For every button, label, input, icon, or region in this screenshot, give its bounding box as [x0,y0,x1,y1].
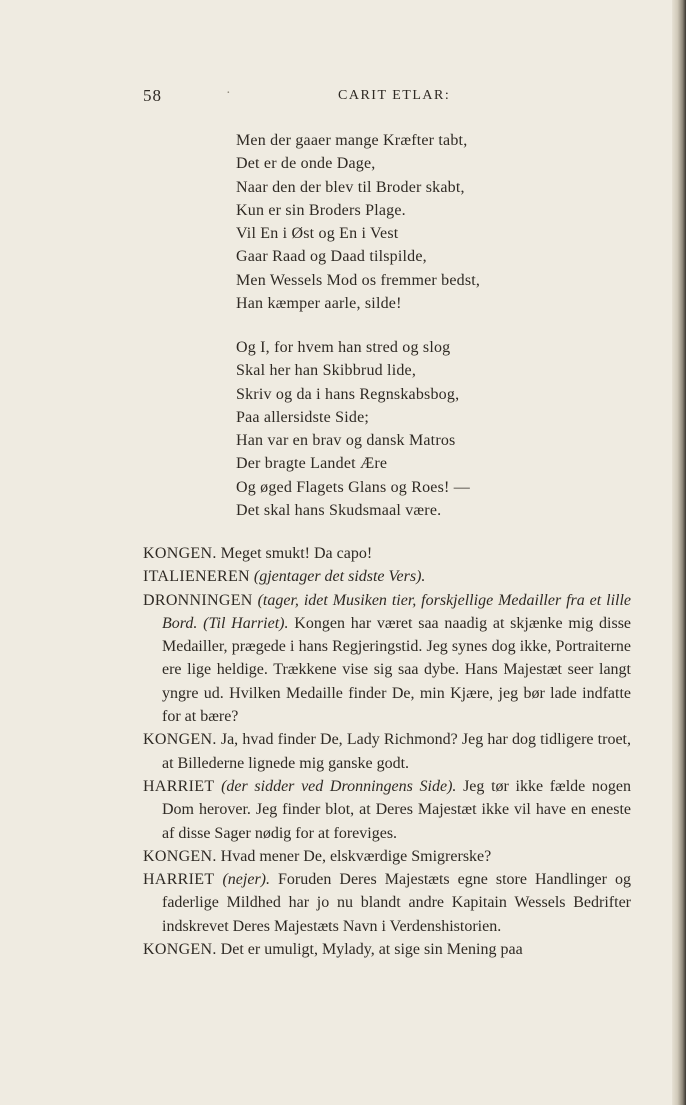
verse-line: Men Wessels Mod os fremmer bedst, [236,271,481,289]
speech-kongen [143,728,631,775]
verse-line: Han kæmper aarle, silde! [236,295,402,313]
dialogue [143,542,631,961]
speech-text: Jeg tør ikke fælde nogen Dom herover. Jeg finder blot, at Deres Majestæt ikke vil have en eneste af disse Sager nødig for at foreviges. [162,777,631,842]
verse-line: Det er de onde Dage, [236,155,376,173]
speech-text: Hvad mener De, elskværdige Smigrerske? [220,847,492,865]
speech-harriet [143,868,631,938]
speech-text: Kongen har været saa naadig at skjænke mig disse Medailler, prægede i hans Regjeringstid. Jeg synes dog ikke, Portraiterne ere lige heldige. Trækkene vise sig saa dybe. Hans Majestæt seer langt yngre ud. Hvilken Medaille finder De, min Kjære, jeg bør lade indfatte for at bære? [162,614,632,726]
speaker-name: ITALIENEREN [143,568,250,586]
verse-line: Paa allersidste Side; [236,408,370,426]
speech-dronningen [143,589,631,729]
verse-line: Det skal hans Skudsmaal være. [236,502,442,520]
speaker-name: HARRIET [143,871,215,889]
stage-direction: (tager, idet Musiken tier, forskjellige Medailler fra et lille Bord. (Til Harriet). [162,591,632,632]
speech-kongen [143,938,631,961]
poem-stanza-1 [236,129,480,315]
verse-line: Og I, for hvem han stred og slog [236,339,451,356]
verse-line: Der bragte Landet Ære [236,455,388,473]
running-head [0,86,686,110]
speech-text: Meget smukt! Da capo! [220,545,373,562]
speech-italieneren [143,565,631,588]
page-edge [672,0,686,1105]
verse-line: Gaar Raad og Daad tilspilde, [236,248,427,266]
stage-direction: (der sidder ved Dronningens Side). [221,777,457,795]
speaker-name: KONGEN. [143,941,217,959]
speech-kongen [143,845,631,868]
verse-line: Og øged Flagets Glans og Roes! — [236,478,470,496]
stage-direction: (nejer). [222,871,270,889]
verse-line: Vil En i Øst og En i Vest [236,225,399,243]
verse-line: Skriv og da i hans Regnskabsbog, [236,385,460,403]
verse-line: Han var en brav og dansk Matros [236,432,456,450]
speech-text: Foruden Deres Majestæts egne store Handlinger og faderlige Mildhed har jo nu blandt andre Kapitain Wessels Bedrifter indskrevet Deres Majestæts Navn i Verdenshistorien. [162,871,632,935]
verse-line: Men der gaaer mange Kræfter tabt, [236,132,468,149]
verse-line: Kun er sin Broders Plage. [236,201,406,219]
stage-direction: (gjentager det sidste Vers). [253,568,426,586]
speaker-name: KONGEN. [143,731,217,749]
running-title: CARIT ETLAR: [338,88,451,103]
speaker-name: KONGEN. [143,847,217,865]
header-separator: · [226,86,231,101]
page-number: 58 [143,86,162,105]
speaker-name: HARRIET [143,777,215,795]
speaker-name: DRONNINGEN [143,591,253,609]
speech-text: Det er umuligt, Mylady, at sige sin Mening paa [220,941,523,959]
speech-text: Ja, hvad finder De, Lady Richmond? Jeg har dog tidligere troet, at Billederne lignede mig ganske godt. [162,731,631,772]
verse-line: Skal her han Skibbrud lide, [236,362,417,380]
speech-kongen [143,542,631,565]
speaker-name: KONGEN. [143,545,217,562]
speech-harriet [143,775,631,845]
poem-stanza-2 [236,336,470,522]
verse-line: Naar den der blev til Broder skabt, [236,178,465,196]
